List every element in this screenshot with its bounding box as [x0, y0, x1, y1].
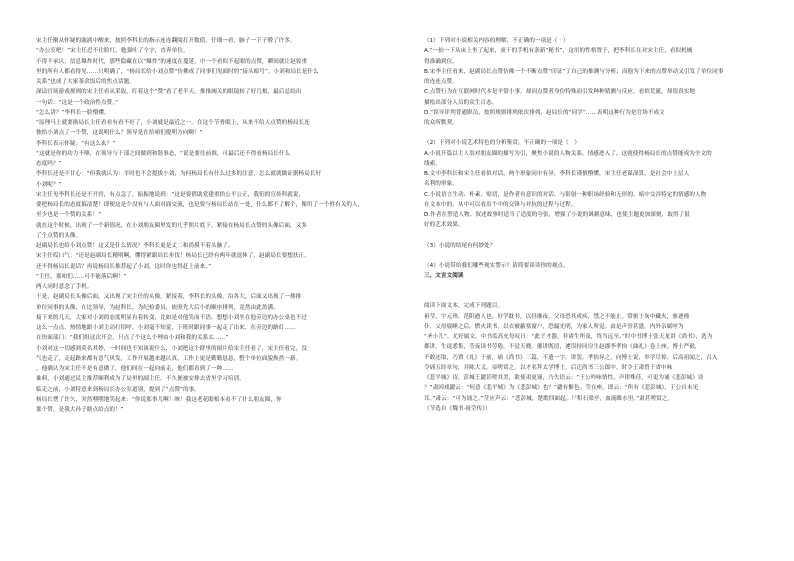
right-column	[424, 36, 770, 414]
text-line: 仆，父母寝睡之后，燃火读书，以衣被蔽塞窗户，恐漏光明，为家人所觉。由是声誉甚盛，内外亲属呼为	[424, 323, 684, 330]
text-line: 得准确到位。	[424, 58, 458, 65]
spacer	[424, 281, 770, 291]
spacer	[424, 128, 770, 138]
text-line: B.文中李科长和宋主任看似对话，两个形象同中有异，李科长谨慎懵懂，宋主任老谋深算，是社会中上层人	[424, 171, 690, 177]
text-line: 里的所有人都看得见……只明确了，“杨局长给小刘点赞”仿佛成了同事们见面时的“接头暗号”。小刘和局长是什么	[36, 68, 319, 75]
text-line: 李科长还是不甘心：“但我就认为：平时也不会提拔小刘，为何杨局长有什么过多的注意，怎么就就做证据杨局长好	[36, 171, 322, 178]
text-line: C.点赞行为在互联网时代本是平常小事，却因点赞者身份特殊而引发种种猜测与反应，看似荒诞，却很真实地	[424, 89, 696, 96]
text-line: 宋主任见李科长还是不开窍，有点急了，振振地说到：“这是要借助党建重拾公平公正，我们的宣传科就说，	[36, 191, 305, 198]
text-line: 接下来的几天，大家对小刘的态度明显有着转变，比如是对他笑而不语，想想小刘坐在他旁边的办公桌也不过	[36, 314, 307, 321]
text-line: 深谙官场游戏规则的宋主任看从采取，盯着这个“赞”看了老半天，推推阀关的眼镜转了好几根，最后总结出	[36, 89, 302, 96]
text-line: 于是，赵副局长头像后面，又出现了宋主任的头像，紧接着，李科长的头像。沿各大，后面又出现了一排排	[36, 294, 302, 301]
text-line: （3）小说的结尾有何妙处？	[424, 242, 496, 249]
text-line: 描绘出部分人员的众生百态。	[424, 99, 498, 106]
text-line: D.作者在塑造人物、叙述故事时适当了适度的夸张，增强了小说的讽刺意味，也使主题更加深刻，取得了很	[424, 212, 690, 218]
text-line: D.“误导评判普通职员，按照规则排列依次排列，赵局长的“同学”……表明这种行为是官场不成文	[424, 109, 665, 116]
text-line: （2）下列对小说艺术特色的分析鉴赏，不正确的一项是（ ）	[424, 140, 580, 147]
text-line: 小刘对这一切感到莫名其妙，一时间也不知该说什么，小刘把这个群里的图片给宋主任看了，宋主任看完，没	[36, 345, 307, 352]
text-line: 《悲平城》诗，彭城王勰甚嗟其美，欲使肃更诵，乃失语云：“王公吟咏情性，声律殊佳，可更为诵《悲彭城》诗	[424, 375, 704, 381]
text-line: 态度吗？”	[36, 161, 62, 167]
text-line: 要把杨局长的态度搞清楚！即便这是个没有与人面对面交流，也是要与杨局长站在一处，什么都不了解个，像用了一个姓有关的人，	[36, 202, 364, 208]
text-line: 阅读下面文本，完成下列题目。	[424, 303, 504, 310]
text-line: 那个赞，是我大孙子瞎点给点的！”	[36, 407, 124, 413]
text-line: 在文本中的，从中可以看出个中的交锋与对抗的过程与过程。	[424, 201, 577, 208]
spacer	[424, 251, 770, 261]
text-line: B.宋李主任看来，赵副局长点赞仿佛一个不断点赞“印证”了自己的推测与分析；而他为下来的点赞举动又引发了单位同事	[424, 68, 724, 75]
text-line: 这么一点点，热情地跟小刘主动打招呼。小刘毫不知觉，下班时跟同事一起走了出来，在旁边的路灯……	[36, 325, 296, 331]
spacer	[424, 291, 770, 301]
text-line: 还不得杨局长说话？再说杨局长推荐起了小刘，这时你也得赶上前来。”	[36, 263, 212, 270]
text-line: A.“一抬一下从床上坐了起来，童干的手机有条新“秘书”，这用的性格置于，把李科长在对宋主任，看似机械	[424, 48, 693, 55]
text-line: 独给小刘点了一个赞，这说明什么？领导是在给咱们提明方向啊！”	[36, 130, 203, 137]
text-line: 谁料，小刘通过民主推荐顺利成为了局里的副主任，不久便被安排去省里学习培训。	[36, 376, 245, 383]
text-line: 线索。	[424, 160, 441, 167]
text-line: A.小说开篇以主人翁对朋友圈的描写为引，聚焦小说的人物关系、情感进入了，这就使得杨局长的点赞能成为全文的	[424, 150, 712, 157]
text-line: 的连连点赞。	[424, 79, 458, 85]
text-line: 宋主任哎口气：“还是赵副局长精明啊，懂得紧跟局长步伐！杨局长已经有两年就退休了，赵副局长要想扶正，	[36, 253, 310, 260]
spacer	[424, 231, 770, 241]
text-line: 一句话：“这是一个政治性点赞。”	[36, 99, 119, 106]
text-line: （1）下列对小说相关内容的理解，不正确的一项是（ ）	[424, 38, 569, 44]
text-line: “原理马上就要换局长主任看看有看不好了，小刘就是最近之一。在这个节骨眼上，从来不给人点赞的杨局长连	[36, 120, 310, 126]
text-line: 赵副局长也给小刘点赞！这又是什么情况？李科长更是丈二和尚摸不着头脑了。	[36, 243, 234, 249]
text-line: 不得不承认，信息爆炸时代，那些隐藏在以“爆炸”的速度在蔓延，中一个看似不起眼的点赞，瞬间就让赵妆重	[36, 58, 308, 65]
text-line: 了个点赞的头像。	[36, 232, 82, 239]
text-line: “办公室吧！”宋主任忍不住脸红，勉强吐了个字，直奔单位。	[36, 48, 189, 55]
text-line: ？”肃因戏勰云：“何意《悲平城》为《悲彭城》也？”勰有惭色。莹在座，即云：“所有《悲彭城》，王公自未见	[424, 385, 699, 392]
text-line: 耳。”肃云：“可为诵之。”莹应声云：“悲彭城，楚歌四面起。尸积石梁亭，血流睢水里。”肃甚嗟赏之。	[424, 395, 674, 402]
text-line: 就在这个时候，出现了一个新情况，在小刘朋友圈里发的几乎照片底下，紧接在杨局长点赞的头像后面，又多	[36, 222, 307, 229]
text-line: （4）小说带给我们哪些现实警示？请简要谈谈你的观点。	[424, 262, 569, 269]
text-line: ，他确认为宋主任不是有意做了，他们间在一起向前走，他们都看到了一种……	[36, 366, 234, 372]
text-line: 令诵五经章句，并陈大义。帝嗟赏之。以才名拜太学博士。后迁尚书三公郎中。时令王肃曾于省中咏	[424, 364, 673, 371]
text-line: 宋主任刚从怀疑的漩涡中醒来，按照李科长的指示连连翻阅打开数值，仔细一看，脑子一下子懵了许多。	[36, 38, 296, 44]
text-line: 的众所默契。	[424, 120, 458, 126]
text-line: “圣小儿”。尤好属文，中书监高允每叹曰：“此子才器，非诸生所及，终当远至。”时中书博士张天龙讲《尚书》，选为	[424, 334, 713, 340]
text-line: 三、文言文阅读	[424, 273, 464, 279]
text-line: 气也走了，走起路来都有意气风发，工作开展越来越认真，工作上更是勤勤恳恳，整个单位面貌焕然一新。	[36, 355, 302, 362]
text-line: 在快面部门：“我们组这次开会，只点了个这么个理由小刘和我的关系太……”	[36, 335, 229, 342]
text-line: 李科长表示怀疑：“有这么玄？”	[36, 140, 116, 147]
text-line: 祖莹，字元珍，范阳遒人也。好学耽书，以昼继夜，父母恐其成疾，禁之不能止。常密于灰中藏火，驱逐僮	[424, 313, 690, 320]
text-line: 单位同事的头像，在比领导，为赵科长，为纪检委员，依照先大后小的顺序排列，竟然由此盈满。	[36, 304, 279, 311]
text-line: 两人同时意念了手机。	[36, 284, 93, 290]
text-line: 不敢还取，乃置《礼》于前，诵《尚书》三篇，不遗一字。讲罢，孝怡异之，向博士说，举学尽惊。后高祖闻之，召入	[424, 354, 718, 361]
text-line: （节选自《魏书·祖莹传》）	[424, 405, 491, 412]
text-line: 至少也是一个赞的关系！”	[36, 212, 102, 219]
text-line: 杨局长愣了许久，突然嘿嘿地笑起来：“你说那事儿啊！咳！我这老花眼根本看不了什么朋友圈，你	[36, 396, 282, 403]
text-line: “主任，那咱们……可不能落后啊！”	[36, 273, 127, 280]
text-line: “怎么讲？”李科长一脸懵懂。	[36, 109, 110, 116]
text-line: 关系”也成了大家茶余饭后的焦点话题。	[36, 79, 135, 85]
text-line: “这就是你的功力不够，在领导与干部之间做到和谐事态，“说是要往前推，可最后还不得看杨局长什么	[36, 150, 291, 157]
left-column	[36, 36, 388, 415]
text-line: 好的艺术效果。	[424, 222, 464, 229]
text-line: 名利的形象。	[424, 181, 458, 188]
text-line: C.小说语言生动、朴素、贴切，是作者有意识的对话、与影射一种职场经验和无形的、暗中交涉特定的情感的人物	[424, 191, 707, 198]
text-line: 都讲。生徒悉集，莹夜读书劳倦，不觉天晓。催讲既切，遽误持同房生赵郡李孝怡《曲礼》卷上座。博士严毅，	[424, 344, 701, 351]
text-line: 临走之前，小刘特意来到杨局长办公室道别，提到了“点赞”的事。	[36, 386, 200, 393]
text-line: 小刘呢？”	[36, 181, 62, 188]
